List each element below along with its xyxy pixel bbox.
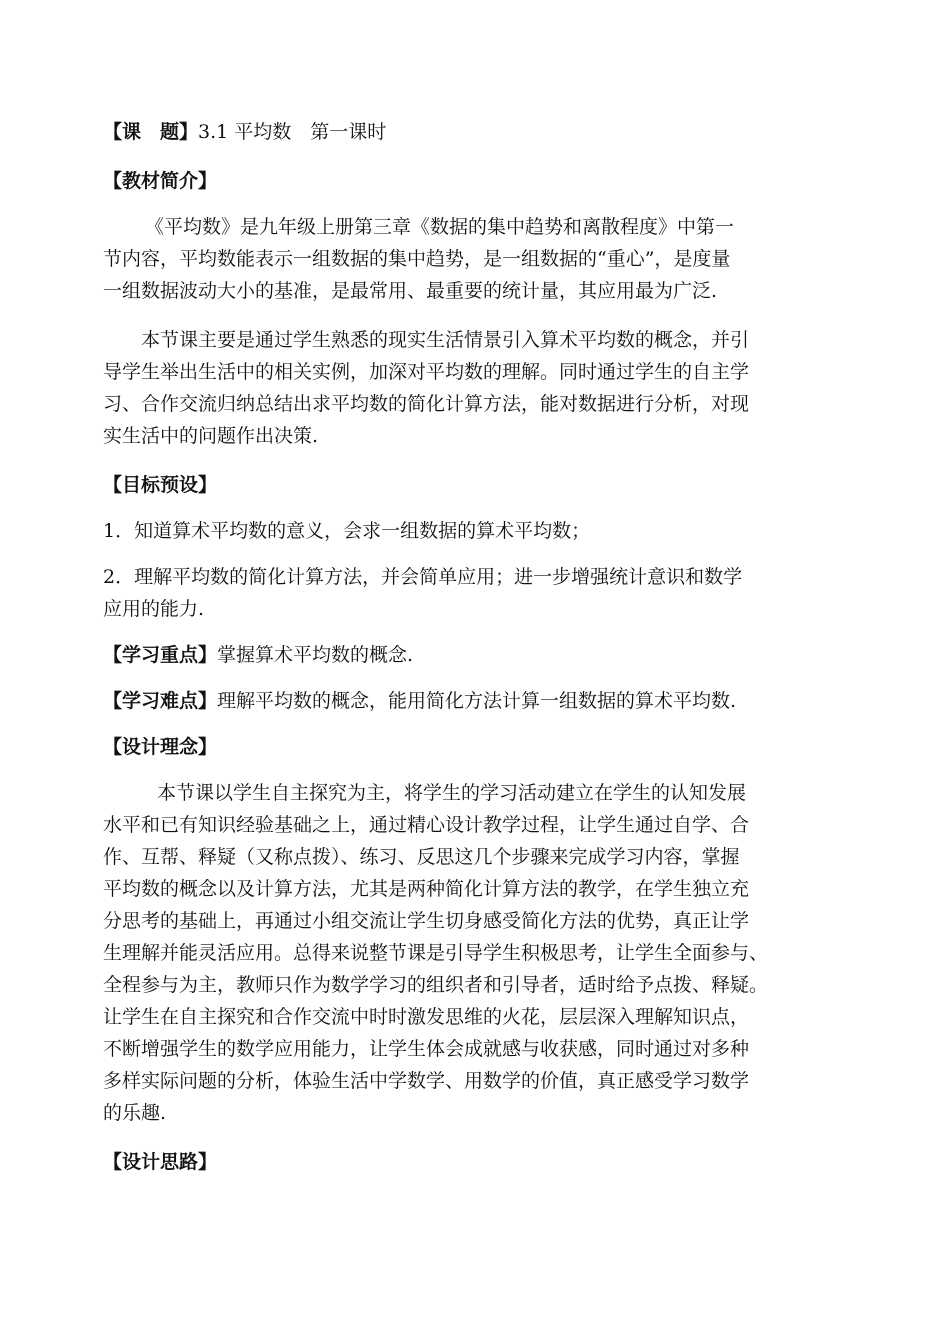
paragraph-line: 本节课主要是通过学生熟悉的现实生活情景引入算术平均数的概念，并引 <box>141 329 750 351</box>
paragraph-line: 本节课以学生自主探究为主，将学生的学习活动建立在学生的认知发展 <box>157 782 747 804</box>
goals-heading: 【目标预设】 <box>103 474 218 496</box>
paragraph-line: 应用的能力. <box>103 598 205 620</box>
difficulty-text: 理解平均数的概念，能用简化方法计算一组数据的算术平均数. <box>217 690 737 712</box>
goal-item-2 <box>103 561 848 625</box>
difficulty-line <box>103 685 848 717</box>
paragraph-line: 一组数据波动大小的基准，是最常用、最重要的统计量，其应用最为广泛. <box>103 280 718 302</box>
key-point-line <box>103 639 848 671</box>
document-page <box>103 116 848 1178</box>
difficulty-label: 【学习难点】 <box>103 690 218 712</box>
paragraph-line: 多样实际问题的分析，体验生活中学数学、用数学的价值，真正感受学习数学 <box>103 1070 750 1092</box>
paragraph-line: 导学生举出生活中的相关实例，加深对平均数的理解。同时通过学生的自主学 <box>103 361 750 383</box>
key-point-label: 【学习重点】 <box>103 644 218 666</box>
paragraph-line: 2．理解平均数的简化计算方法，并会简单应用；进一步增强统计意识和数学 <box>103 566 743 588</box>
paragraph-line: 的乐趣. <box>103 1102 167 1124</box>
concept-paragraph <box>103 777 848 1129</box>
paragraph-line: 节内容，平均数能表示一组数据的集中趋势，是一组数据的“重心”，是度量 <box>103 248 731 270</box>
paragraph-line: 平均数的概念以及计算方法，尤其是两种简化计算方法的教学，在学生独立充 <box>103 878 750 900</box>
paragraph-line: 实生活中的问题作出决策. <box>103 425 319 447</box>
paragraph-line: 让学生在自主探究和合作交流中时时激发思维的火花，层层深入理解知识点， <box>103 1006 750 1028</box>
paragraph-line: 全程参与为主，教师只作为数学学习的组织者和引导者，适时给予点拨、释疑。 <box>103 974 769 996</box>
paragraph-line: 生理解并能灵活应用。总得来说整节课是引导学生积极思考，让学生全面参与、 <box>103 942 769 964</box>
paragraph-line: 水平和已有知识经验基础之上，通过精心设计教学过程，让学生通过自学、合 <box>103 814 750 836</box>
materials-paragraph-2 <box>103 324 848 452</box>
lesson-title-text: 3.1 平均数 第一课时 <box>198 121 387 143</box>
paragraph-line: 作、互帮、释疑（又称点拨）、练习、反思这几个步骤来完成学习内容，掌握 <box>103 846 740 868</box>
materials-heading: 【教材简介】 <box>103 170 218 192</box>
paragraph-line: 分思考的基础上，再通过小组交流让学生切身感受简化方法的优势，真正让学 <box>103 910 750 932</box>
lesson-title-line <box>103 116 848 148</box>
key-point-text: 掌握算术平均数的概念. <box>217 644 414 666</box>
paragraph-line: 不断增强学生的数学应用能力，让学生体会成就感与收获感，同时通过对多种 <box>103 1038 750 1060</box>
design-heading: 【设计思路】 <box>103 1151 218 1173</box>
paragraph-line: 习、合作交流归纳总结出求平均数的简化计算方法，能对数据进行分析，对现 <box>103 393 750 415</box>
materials-paragraph-1 <box>103 211 848 307</box>
concept-heading: 【设计理念】 <box>103 736 218 758</box>
paragraph-line: 《平均数》是九年级上册第三章《数据的集中趋势和离散程度》中第一 <box>145 216 735 238</box>
goal-item-1: 1．知道算术平均数的意义，会求一组数据的算术平均数； <box>103 520 591 542</box>
lesson-title-label: 【课 题】 <box>103 121 199 143</box>
